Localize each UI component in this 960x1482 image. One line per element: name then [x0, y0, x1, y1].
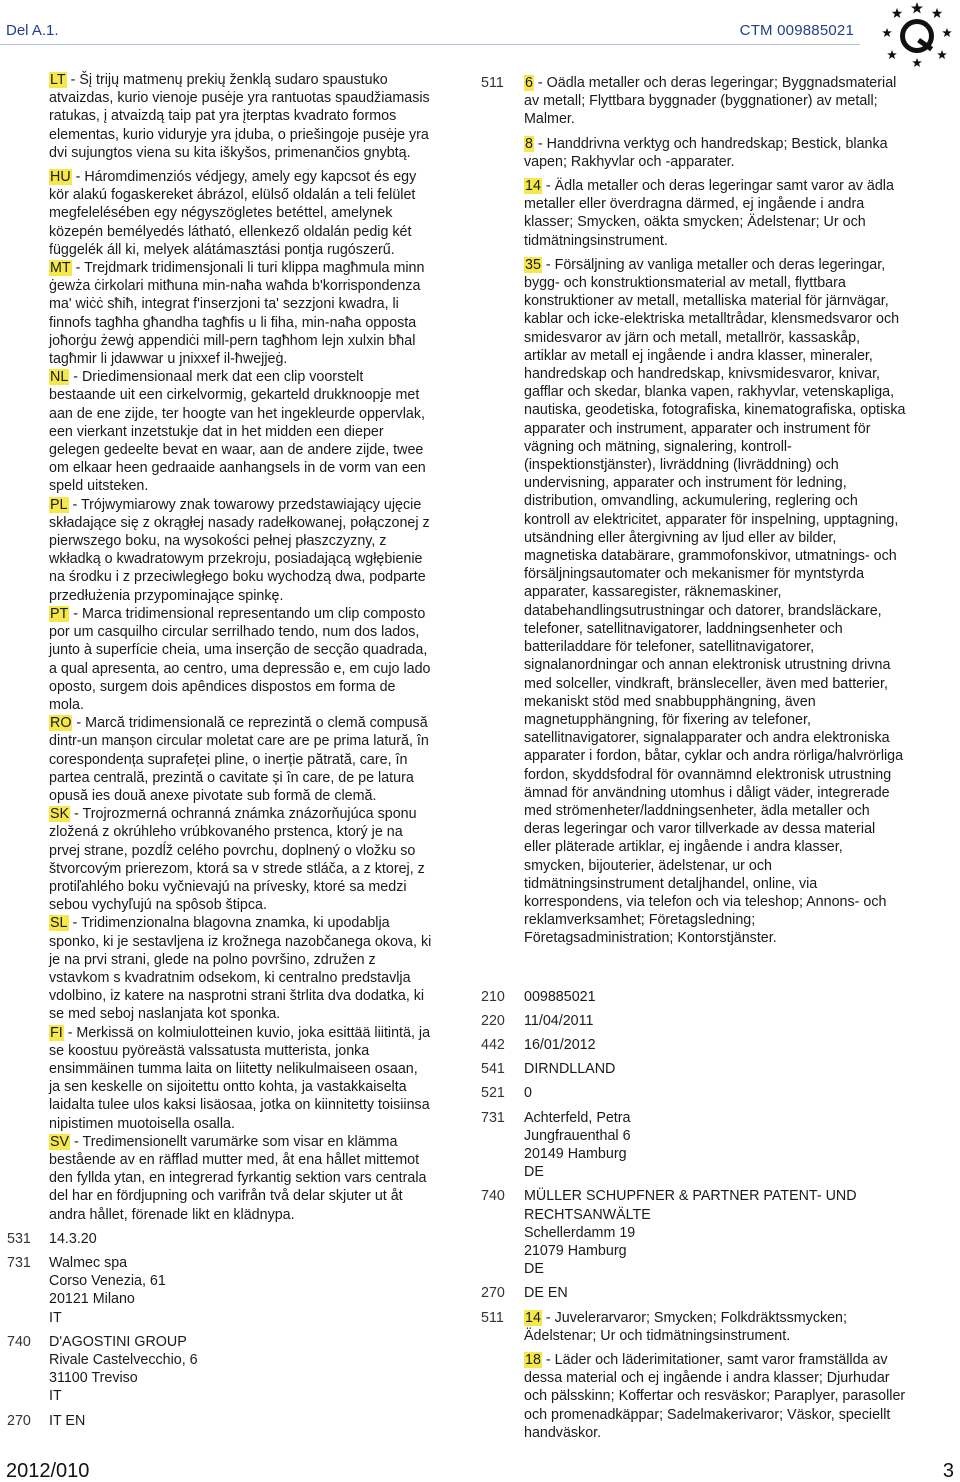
description-pl: [49, 496, 432, 605]
class-18: [524, 1351, 906, 1442]
description-text: - Marca tridimensional representando um clip composto por um casquilho circular serrilhado tendo, num dos lados, junto à superfície cheia, uma inserção de secção quadrada, a qual apresenta, ao centro, uma depressão e, em cujo lado oposto, surgem dois apêndices dispostos em forma de mola.: [49, 605, 431, 713]
goods-services-classes: [481, 74, 906, 948]
header-section-label: Del A.1.: [6, 22, 59, 39]
class-code: 35: [525, 256, 541, 273]
class-text: - Läder och läderimitationer, samt varor framställda av dessa material och ej ingående i andra klasser; Djurhudar och pälsskinn; Koffertar och resväskor; Paraplyer, parasoller och promenadkäppar; Sadelmakerivaror; Väskor, speciellt handväskor.: [524, 1352, 906, 1441]
field-value: Walmec spa: [49, 1255, 128, 1271]
field-value: DE: [524, 1261, 544, 1278]
class-code: 14: [525, 1309, 541, 1326]
field-value: 14.3.20: [49, 1230, 97, 1247]
language-code: SL: [50, 915, 68, 932]
description-text: - Tredimensionellt varumärke som visar en klämma bestående av en räfflad mutter med, åt ena hållet mittemot den fyllda ytan, en integrerad fyrkantig sektion vars centrala del har en fördjupning och varifrån två delar skjuter ut åt andra hållet, förenade likt en klädnypa.: [49, 1133, 427, 1223]
field-value: 20121 Milano: [49, 1291, 135, 1308]
field-number: 740: [7, 1333, 31, 1350]
field-number: 731: [481, 1109, 505, 1126]
field-number: 220: [481, 1012, 505, 1029]
class-14: [524, 177, 906, 250]
description-text: - Háromdimenziós védjegy, amely egy kapcsot és egy kör alakú fogaskereket ábrázol, elülső oldalán a teli felület megfelelésében egy négyszögletes betéttel, amelynek közepén bemélyedés látható, ellenkező oldalán pedig két függelék áll ki, melyek alátámasztási pontja rugószerű.: [49, 169, 417, 258]
field-value: D'AGOSTINI GROUP: [49, 1333, 187, 1350]
description-text: - Tridimenzionalna blagovna znamka, ki upodablja sponko, ki je sestavljena iz krožnega nazobčanega okova, ki je na prvi strani, glede na polno površino, združen z vstavkom s kvadratnim odsekom, ki centralno predstavlja vdolbino, iz katere na nasprotni strani štrlita dva dodatka, ki se med seboj naslanjata kot sponka.: [49, 915, 432, 1023]
class-8: [524, 135, 906, 171]
field-270: [481, 1284, 906, 1302]
record-fields: [7, 1230, 432, 1430]
class-code: 6: [525, 75, 533, 91]
field-number: 442: [481, 1036, 505, 1053]
field-value: DIRNDLLAND: [524, 1061, 616, 1078]
field-number: 210: [481, 988, 505, 1005]
field-number: 511: [481, 75, 504, 91]
footer-issue-number: 2012/010: [6, 1460, 90, 1482]
field-270: [7, 1412, 432, 1430]
field-740: [481, 1187, 906, 1278]
field-value: Jungfrauenthal 6: [524, 1127, 631, 1144]
description-text: - Šį trijų matmenų prekių ženklą sudaro spaustuko atvaizdas, kurio vienoje pusėje yra rantuotas spaudžiamasis ratukas, į atvaizdą taip pat yra įterptas kvadrato formos elementas, kurio viduryje yra įduba, o priešingoje pusėje yra dvi sujungtos viena su kita iškyšos, primenančios gnybtą.: [49, 72, 430, 161]
field-value: IT EN: [49, 1412, 86, 1429]
field-442: [481, 1036, 906, 1054]
ohim-stars-logo-icon: [880, 0, 954, 70]
class-6: [524, 74, 906, 129]
class-code: 14: [525, 178, 541, 195]
class-text: - Handdrivna verktyg och handredskap; Bestick, blanka vapen; Rakhyvlar och -apparater.: [524, 135, 888, 170]
language-code: LT: [50, 72, 66, 88]
right-column: [481, 74, 906, 1442]
left-column: [7, 71, 432, 1430]
description-text: - Trejdmark tridimensjonali li turi klippa magħmula minn ġewża ċirkolari mitħuna min-naħa waħda b'korrispondenza ma' wiċċ sħiħ, integrat f'inserzjoni ta' sezzjoni kwadra, li finnofs tagħha għandha tagħfis u li fiha, min-naħa opposta joħorġu żewġ appendiċi mill-pern tagħhom lejn xulxin bħal tagħmir li jdawwar u jnixxef il-ħwejjeġ.: [49, 260, 425, 368]
field-value: Corso Venezia, 61: [49, 1273, 166, 1290]
field-value: DE: [524, 1164, 544, 1181]
field-value: 11/04/2011: [524, 1012, 594, 1029]
field-number: 521: [481, 1085, 505, 1102]
field-number: 270: [481, 1285, 505, 1302]
field-number: 531: [7, 1230, 31, 1247]
field-number: 740: [481, 1188, 505, 1205]
description-nl: [49, 368, 432, 495]
field-220: [481, 1012, 906, 1030]
class-text: - Juvelerarvaror; Smycken; Folkdräktssmycken; Ädelstenar; Ur och tidmätningsinstrument.: [524, 1309, 847, 1344]
header-divider: [0, 44, 860, 45]
field-value: Schellerdamm 19: [524, 1224, 636, 1241]
field-731: [7, 1254, 432, 1327]
field-number: 270: [7, 1412, 31, 1429]
description-sv: [49, 1133, 432, 1224]
description-text: - Trójwymiarowy znak towarowy przedstawiający ujęcie składające się z okrągłej nasady radełkowanej, połączonej z pierwszego boku, na wysokości pełnej płaszczyzny, z wkładką o kwadratowym przekroju, posiadającą wgłębienie na środku i z przeciwległego boku wychodzą dwa, podparte przedłużenia przypominające spinkę.: [49, 496, 430, 604]
field-value: IT: [49, 1309, 62, 1326]
language-code: SV: [50, 1133, 70, 1150]
description-sk: [49, 805, 432, 914]
class-text: - Oädla metaller och deras legeringar; Byggnadsmaterial av metall; Flyttbara byggnader (byggnationer) av metall; Malmer.: [524, 75, 897, 128]
language-code: RO: [50, 715, 72, 732]
field-value: Achterfeld, Petra: [524, 1109, 631, 1126]
description-pt: [49, 605, 432, 714]
language-code: PL: [50, 496, 68, 513]
language-code: FI: [50, 1024, 63, 1041]
field-value: 21079 Hamburg: [524, 1242, 627, 1259]
language-code: PT: [50, 605, 69, 622]
description-fi: [49, 1024, 432, 1133]
field-value: 009885021: [524, 988, 596, 1005]
description-lt: [49, 71, 432, 162]
description-text: - Driedimensionaal merk dat een clip voorstelt bestaande uit een cirkelvormig, gekarteld drukknoopje met aan de ene zijde, ter hoogte van het ingekleurde oppervlak, een vierkant inzetstukje dat in het midden een dieper gelegen gedeelte bevat en waar, aan de andere zijde, twee om elkaar heen gedraaide aanhangsels in de vorm van een speld uitsteken.: [49, 369, 426, 495]
field-value: 20149 Hamburg: [524, 1145, 627, 1162]
description-text: - Merkissä on kolmiulotteinen kuvio, joka esittää liitintä, ja se koostuu pyöreästä valssatusta mutterista, jonka ensimmäinen tumma laita on liitetty nelikulmaiseen osaan, ja sen keskelle on sijoitettu ontto kohta, ja vastakkaiselta laidalta tulee ulos kaksi lisäosaa, jotka on kiinnitetty toisiinsa nipistimen muotoisella osalla.: [49, 1024, 431, 1132]
language-code: HU: [50, 169, 71, 186]
description-hu: [49, 168, 432, 259]
footer-page-number: 3: [942, 1460, 954, 1482]
field-number: 511: [481, 1309, 504, 1326]
field-value: MÜLLER SCHUPFNER & PARTNER PATENT- UND RECHTSANWÄLTE: [524, 1188, 857, 1223]
goods-services-classes-second: [481, 1309, 906, 1442]
language-code: NL: [50, 369, 69, 386]
field-521: [481, 1084, 906, 1102]
description-ro: [49, 714, 432, 805]
class-text: - Försäljning av vanliga metaller och deras legeringar, bygg- och konstruktionsmaterial av metall, flyttbara konstruktioner av metall, metalliska material för järnvägar, kablar och icke-elektriska metalltrådar, klensmedsvaror och smidesvaror av järn och metall, metallrör, kassaskåp, artiklar av metall ej ingående i andra klasser, mineraler, handredskap och handredskap, knivsmidesvaror, knivar, gafflar och skedar, blanka vapen, rakhyvlar, vetenskapliga, nautiska, geodetiska, fotografiska, kinematografiska, optiska apparater och instrument, apparater och instrument för vägning och mätning, signalering, kontroll- (inspektionstjänster), livräddning (livräddning) och undervisning, apparater och instrument för ledning, distribution, omvandling, ackumulering, reglering och kontroll av elektricitet, apparater för inspelning, upptagning, utsändning eller återgivning av ljud eller av bilder, magnetiska databärare, grammofonskivor, utmatnings- och försäljningsautomater och mekanismer för myntstyrda apparater, kassaregister, räknemaskiner, databehandlingsutrustningar och datorer, brandsläckare, telefoner, satellitnavigatorer, laddningsenheter och batteriladdare för telefoner, satellitnavigatorer, signalanordningar och annan elektronisk utrustning drivna med solceller, vindkraft, bränsleceller, även med batterier, mekaniskt stöd med snabbupphängning, även magnetupphängning, för fixering av telefoner, satellitnavigatorer, signalapparater och andra elektroniska apparater i fordon, båtar, cyklar och andra rörliga/halvrörliga fordon, skyddsfodral för ovannämnd elektronisk utrustning ämnad för användning utomhus i dåligt väder, integrerade med strömenheter/laddningsenheter, ädla metaller och deras legeringar och varor tillverkade av dessa material eller pläterade artiklar, ej ingående i andra klasser, smycken, bijouterier, ädelstenar, ur och tidmätningsinstrument detaljhandel, online, via korrespondens, via telefon och via teleshop; Annons- och reklamverksamhet; Företagsledning; Företagsadministration; Kontorstjänster.: [524, 256, 906, 947]
field-value: 31100 Treviso: [49, 1370, 138, 1387]
description-mt: [49, 259, 432, 368]
class-14: [524, 1309, 906, 1345]
field-value: 16/01/2012: [524, 1036, 596, 1053]
language-code: SK: [50, 806, 70, 823]
language-code: MT: [50, 260, 71, 277]
field-541: [481, 1060, 906, 1078]
field-value: DE EN: [524, 1285, 568, 1302]
header-ctm-number: CTM 009885021: [739, 22, 854, 39]
field-210: [481, 988, 906, 1006]
class-code: 18: [525, 1352, 541, 1368]
field-value: 0: [524, 1085, 532, 1102]
description-text: - Trojrozmerná ochranná známka znázorňujúca sponu zložená z okrúhleho vrúbkovaného prstenca, ktorý je na prvej strane, pozdĺž celého povrchu, doplnený o vložku so štvorcovým prierezom, ktorá sa v strede stláča, a z ktorej, z protiľahlého boku vyčnievajú na prívesky, ktoré sa medzi sebou vychyľujú na spôsob štipca.: [49, 806, 425, 914]
field-value: Rivale Castelvecchio, 6: [49, 1352, 198, 1369]
field-731: [481, 1109, 906, 1182]
field-740: [7, 1333, 432, 1406]
class-text: - Ädla metaller och deras legeringar samt varor av ädla metaller eller överdragna därmed, ej ingående i andra klasser; Smycken, oäkta smycken; Ädelstenar; Ur och tidmätningsinstrument.: [524, 178, 894, 249]
class-35: [524, 256, 906, 948]
field-value: IT: [49, 1388, 62, 1405]
class-code: 8: [525, 135, 533, 152]
trademark-descriptions: [49, 71, 432, 1224]
description-text: - Marcă tridimensională ce reprezintă o clemă compusă dintr-un manșon circular moletat care are pe prima latură, în corespondența suprafeței pline, o inerție pătrată, care, în partea centrală, prezintă o cavitate și în care, de pe latura opusă ies două anexe pivotate sub formă de clemă.: [49, 715, 429, 804]
record-fields: [481, 988, 906, 1303]
description-sl: [49, 914, 432, 1023]
field-number: 731: [7, 1255, 31, 1271]
field-number: 541: [481, 1061, 505, 1078]
field-531: [7, 1230, 432, 1248]
